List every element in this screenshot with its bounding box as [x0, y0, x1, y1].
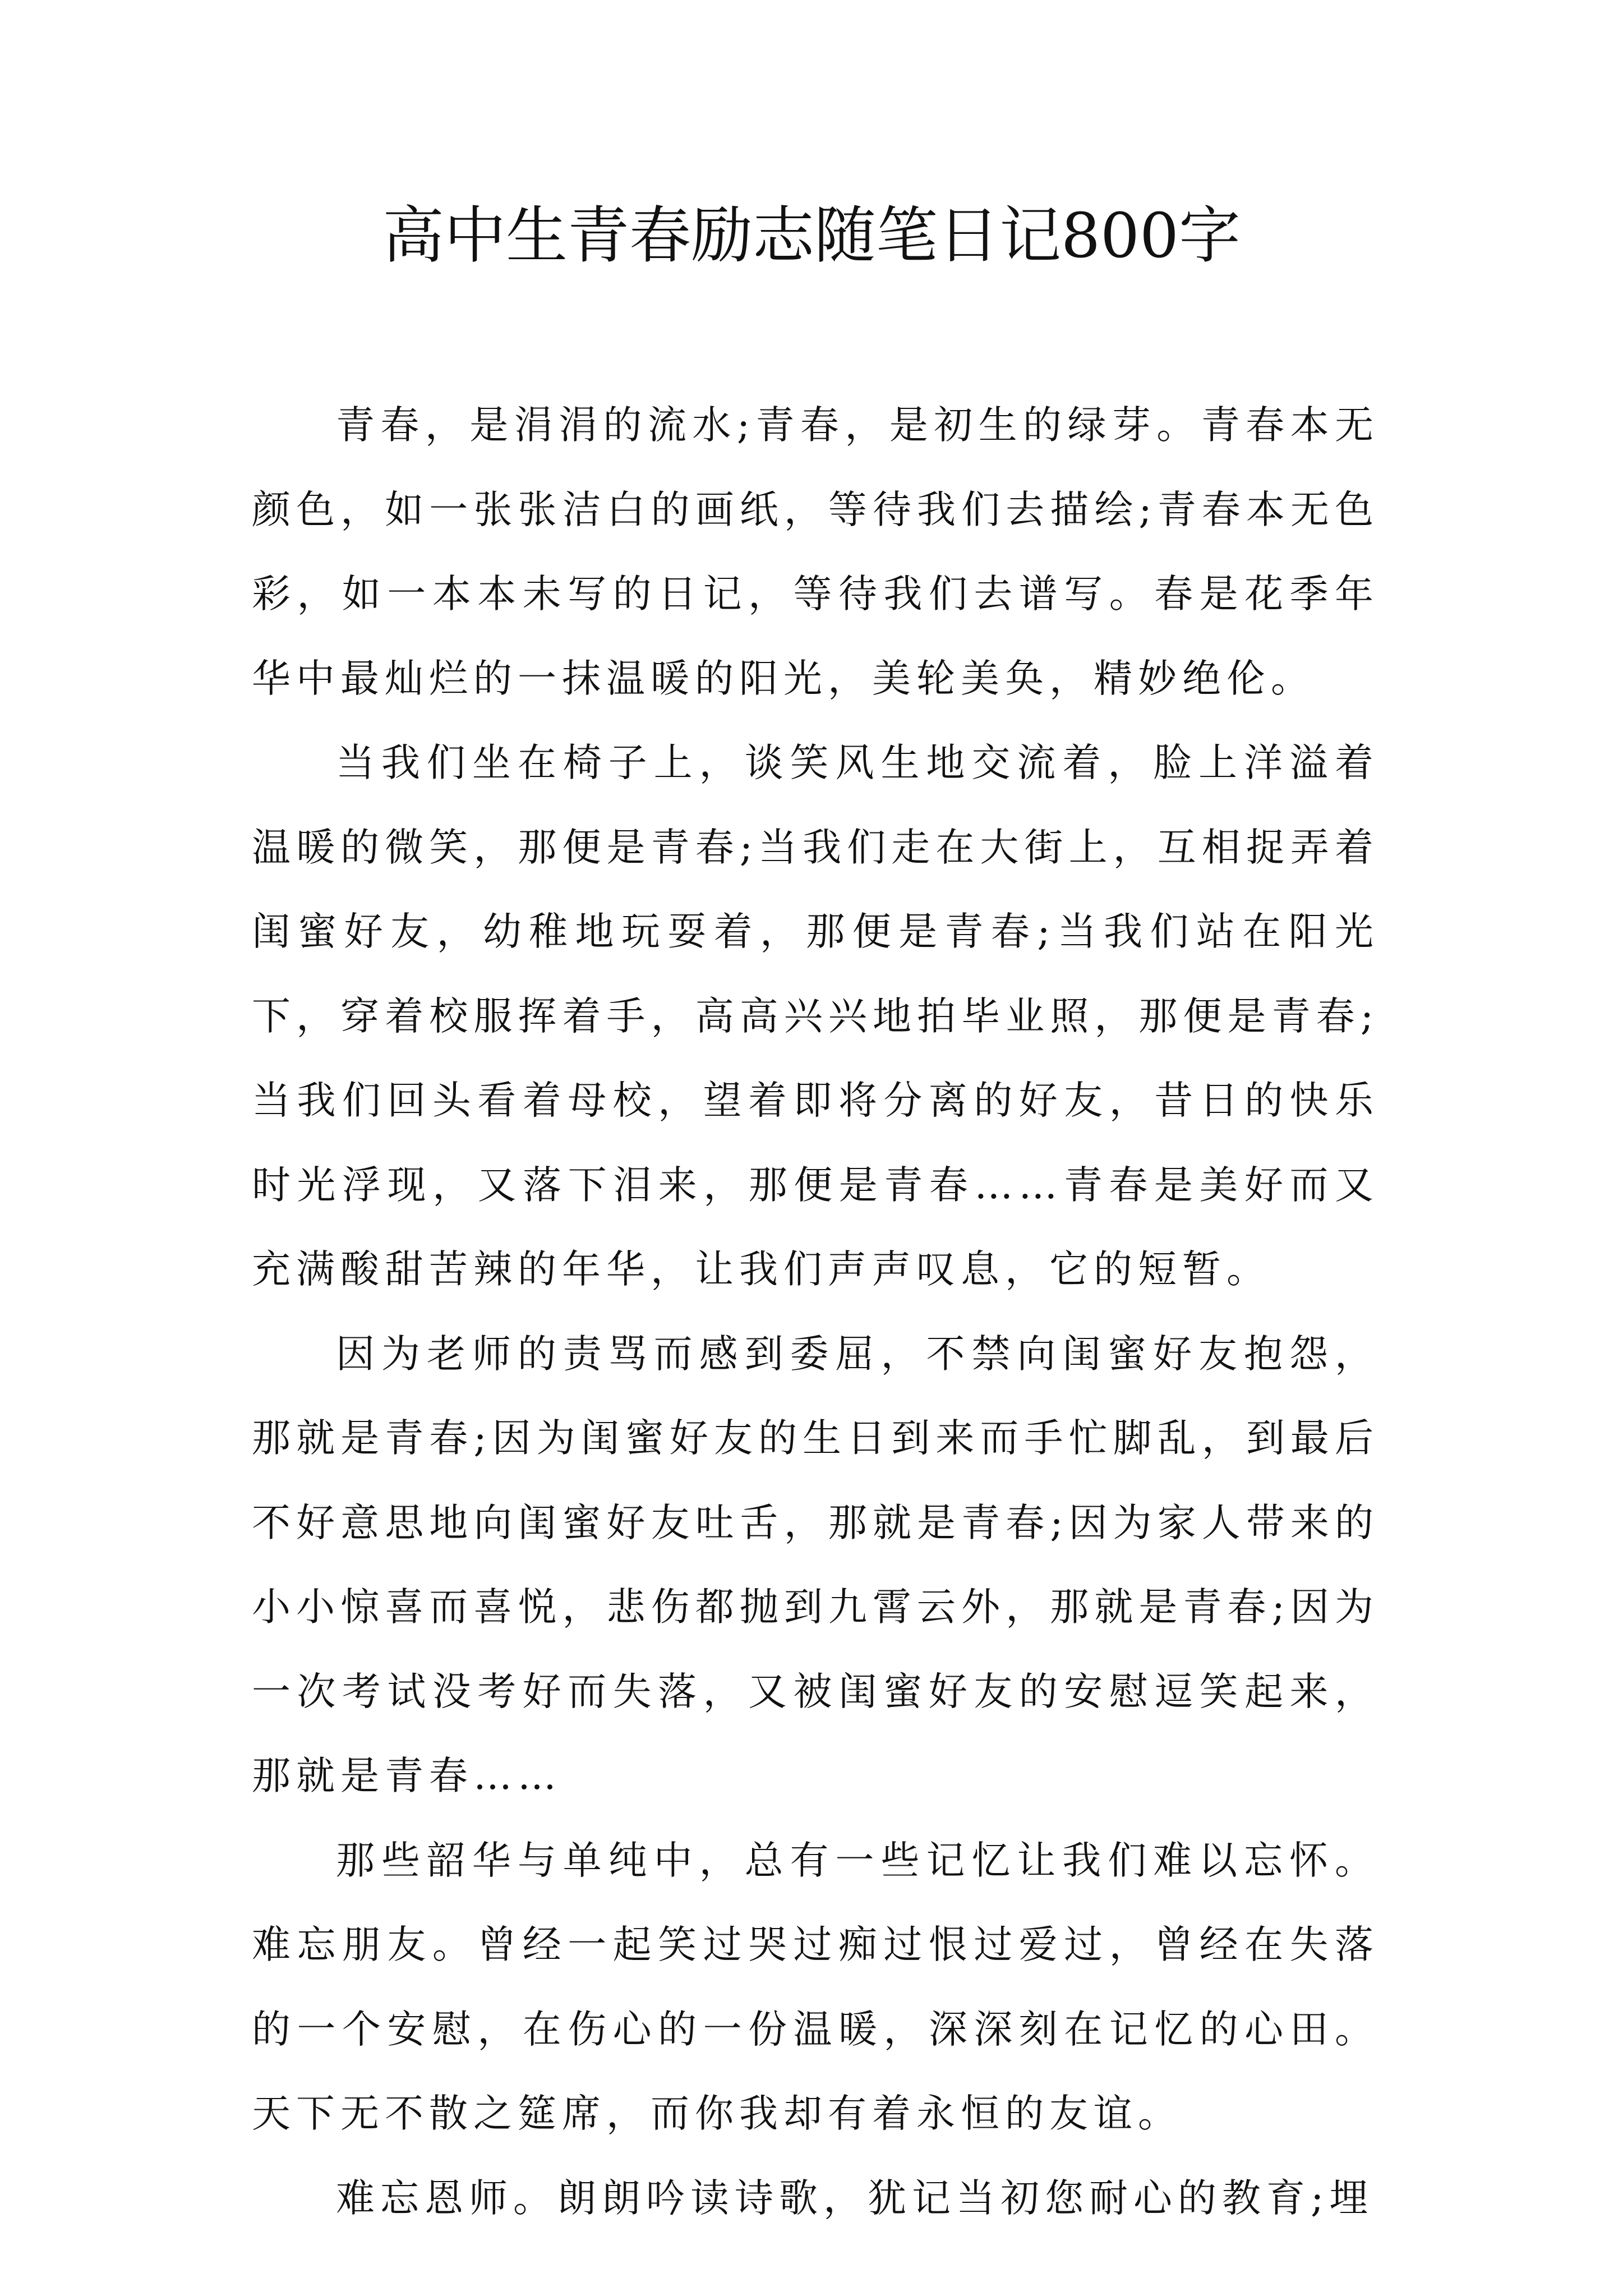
paragraph: 当我们坐在椅子上，谈笑风生地交流着，脸上洋溢着温暖的微笑，那便是青春;当我们走在大街上，互相捉弄着闺蜜好友，幼稚地玩耍着，那便是青春;当我们站在阳光下，穿着校服挥着手，高高兴兴地拍毕业照，那便是青春;当我们回头看着母校，望着即将分离的好友，昔日的快乐时光浮现，又落下泪来，那便是青春……青春是美好而又充满酸甜苦辣的年华，让我们声声叹息，它的短暂。	[252, 740, 1379, 1292]
paragraph: 青春，是涓涓的流水;青春，是初生的绿芽。青春本无颜色，如一张张洁白的画纸，等待我们去描绘;青春本无色彩，如一本本未写的日记，等待我们去谱写。春是花季年华中最灿烂的一抹温暖的阳光，美轮美奂，精妙绝伦。	[252, 403, 1379, 701]
document-body	[252, 383, 1379, 2240]
paragraph: 那些韶华与单纯中，总有一些记忆让我们难以忘怀。难忘朋友。曾经一起笑过哭过痴过恨过爱过，曾经在失落的一个安慰，在伤心的一份温暖，深深刻在记忆的心田。天下无不散之筵席，而你我却有着永恒的友谊。	[252, 1838, 1379, 2136]
paragraph: 难忘恩师。朗朗吟读诗歌，犹记当初您耐心的教育;埋	[336, 2175, 1374, 2221]
paragraph: 因为老师的责骂而感到委屈，不禁向闺蜜好友抱怨，那就是青春;因为闺蜜好友的生日到来而手忙脚乱，到最后不好意思地向闺蜜好友吐舌，那就是青春;因为家人带来的小小惊喜而喜悦，悲伤都抛到九霄云外，那就是青春;因为一次考试没考好而失落，又被闺蜜好友的安慰逗笑起来，那就是青春……	[252, 1331, 1379, 1798]
document-title: 高中生青春励志随笔日记800字	[382, 200, 1241, 272]
